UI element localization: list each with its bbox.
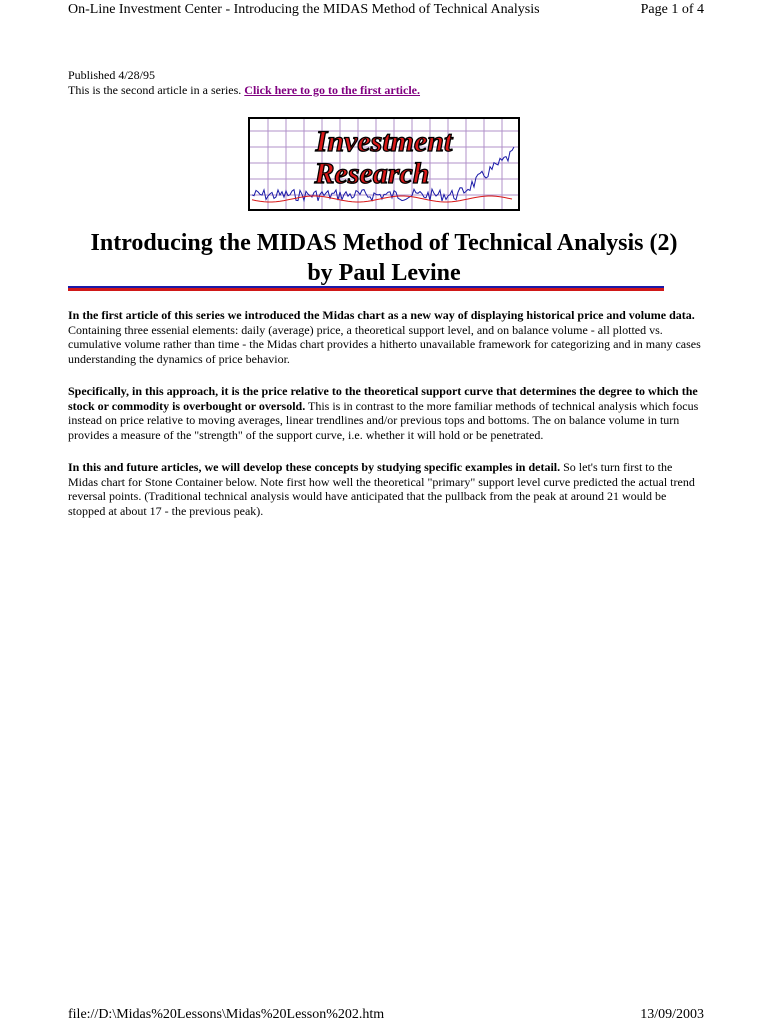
paragraph-3 bbox=[68, 460, 702, 518]
paragraph-3-lead: In this and future articles, we will develop these concepts by studying specific examples in detail. bbox=[68, 460, 561, 474]
title-line-1: Introducing the MIDAS Method of Technical Analysis (2) bbox=[90, 230, 678, 256]
published-date: Published 4/28/95 bbox=[68, 68, 156, 82]
paragraph-1 bbox=[68, 308, 702, 366]
running-header bbox=[68, 1, 704, 19]
banner-line1: Investment bbox=[315, 125, 453, 158]
article-meta bbox=[68, 68, 420, 98]
paragraph-2-body: This is in contrast to the more familiar methods of technical analysis which focus instead on price relative to moving averages, linear trendlines and/or previous tops and bottoms. The on balance volume in turn provides a measure of the "strength" of the support curve, i.e. whether it will hold or be penetrated. bbox=[68, 398, 699, 442]
paragraph-3-body: So let's turn first to the Midas chart for Stone Container below. Note first how well the theoretical "primary" support level curve predicted the actual trend reversal points. (Traditional technical analysis would have anticipated that the pullback from the peak at around 21 would be stopped at about 17 - the previous peak). bbox=[68, 460, 695, 518]
paragraph-2 bbox=[68, 384, 702, 442]
paragraph-1-body: Containing three essenial elements: daily (average) price, a theoretical support level, and on balance volume - all plotted vs. cumulative volume rather than time - the Midas chart provides a hitherto unavailable framework for categorizing and in many cases understanding the dynamics of price behavior. bbox=[68, 322, 701, 366]
paragraph-1-lead: In the first article of this series we introduced the Midas chart as a new way of displaying historical price and volume data. bbox=[68, 308, 695, 322]
series-text: This is the second article in a series. bbox=[68, 83, 245, 97]
paragraph-2-lead: Specifically, in this approach, it is the price relative to the theoretical support curve that determines the degree to which the stock or commodity is overbought or oversold. bbox=[68, 384, 698, 413]
investment-research-banner bbox=[248, 117, 520, 211]
article-title bbox=[0, 228, 768, 288]
header-page-number: Page 1 of 4 bbox=[640, 2, 704, 17]
banner-line2: Research bbox=[314, 157, 430, 190]
header-title: On-Line Investment Center - Introducing the MIDAS Method of Technical Analysis bbox=[68, 2, 540, 17]
title-divider bbox=[68, 286, 664, 291]
banner-graphic bbox=[248, 117, 520, 211]
footer-path: file://D:\Midas%20Lessons\Midas%20Lesson%202.htm bbox=[68, 1007, 385, 1022]
first-article-link[interactable]: Click here to go to the first article. bbox=[244, 83, 421, 97]
running-footer bbox=[68, 1006, 704, 1024]
series-line bbox=[68, 83, 420, 98]
footer-date: 13/09/2003 bbox=[640, 1007, 704, 1022]
title-line-2: by Paul Levine bbox=[307, 260, 461, 286]
